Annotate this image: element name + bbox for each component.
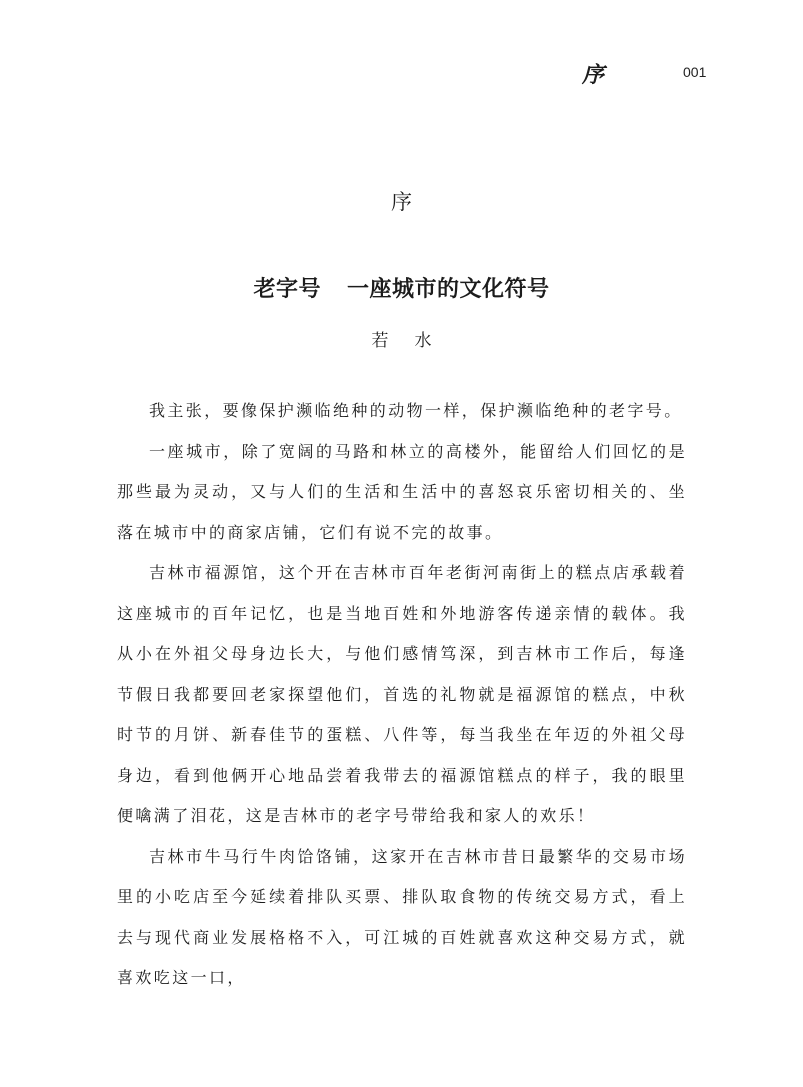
section-title: 序: [391, 190, 412, 214]
paragraph: 我主张，要像保护濒临绝种的动物一样，保护濒临绝种的老字号。: [149, 401, 683, 420]
article-title: [0, 272, 803, 303]
paragraph: 吉林市福源馆，这个开在吉林市百年老街河南街上的糕点店承载着这座城市的百年记忆，也是当地百姓和外地游客传递亲情的载体。我从小在外祖父母身边长大，与他们感情笃深，到吉林市工作后，每逢节假日我都要回老家探望他们，首选的礼物就是福源馆的糕点，中秋时节的月饼、新春佳节的蛋糕、八件等，每当我坐在年迈的外祖父母身边，看到他俩开心地品尝着我带去的福源馆糕点的样子，我的眼里便噙满了泪花，这是吉林市的老字号带给我和家人的欢乐！: [117, 563, 687, 825]
paragraph: 吉林市牛马行牛肉饸饹铺，这家开在吉林市昔日最繁华的交易市场里的小吃店至今延续着排队买票、排队取食物的传统交易方式，看上去与现代商业发展格格不入，可江城的百姓就喜欢这种交易方式，就喜欢吃这一口，: [117, 846, 687, 987]
article-title-part2: 一座城市的文化符号: [347, 277, 550, 302]
body-text: [117, 391, 687, 999]
page-number: 001: [683, 64, 707, 80]
article-title-part1: 老字号: [253, 277, 321, 302]
running-header-title: 序: [582, 62, 606, 88]
paragraph: 一座城市，除了宽阔的马路和林立的高楼外，能留给人们回忆的是那些最为灵动，又与人们的生活和生活中的喜怒哀乐密切相关的、坐落在城市中的商家店铺，它们有说不完的故事。: [117, 441, 687, 542]
author-name-part1: 若: [371, 331, 389, 351]
author-name-part2: 水: [414, 331, 432, 351]
author-name: [0, 326, 803, 351]
